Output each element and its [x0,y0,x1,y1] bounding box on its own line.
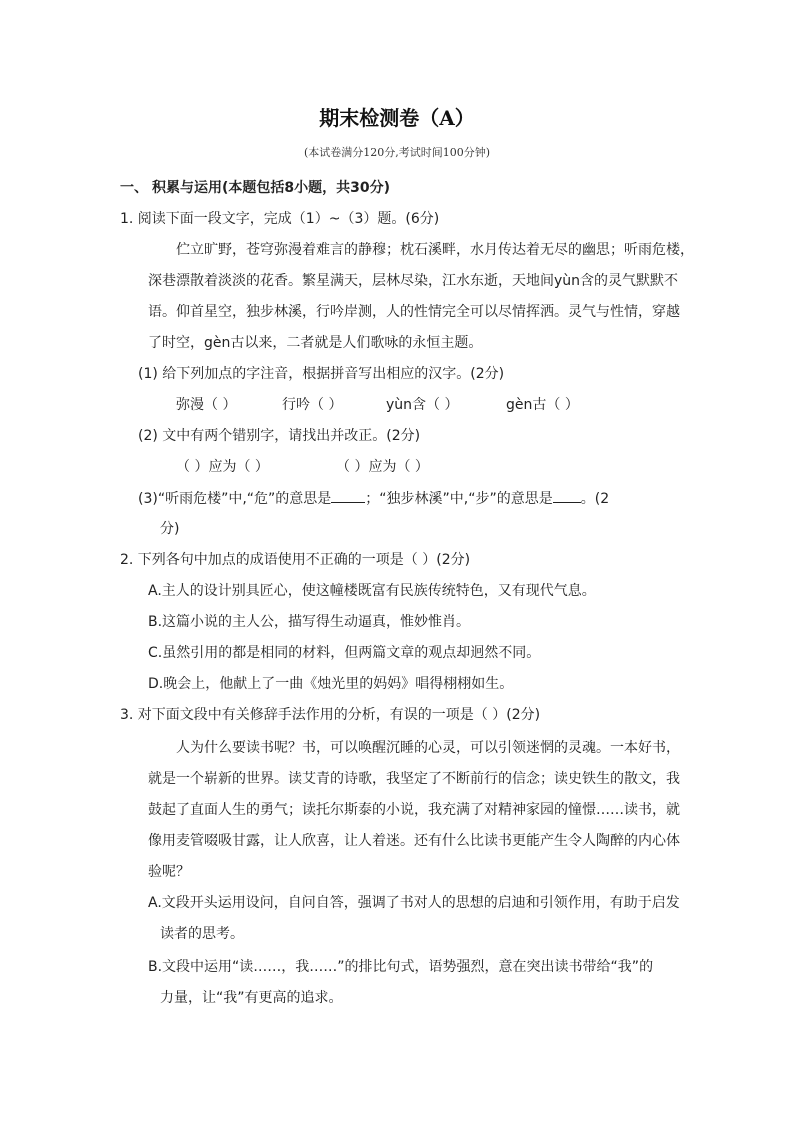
q1-sub1-item: gèn古（ ） [506,397,579,413]
section-heading: 积累与运用(本题包括8小题，共30分) [152,180,391,196]
q1-passage-line: 了时空，gèn古以来，二者就是人们歌咏的永恒主题。 [148,335,483,351]
q1-sub2-prompt: (2) 文中有两个错别字，请找出并改正。(2分) [138,428,421,444]
q2-option-d: D.晚会上，他献上了一曲《烛光里的妈妈》唱得栩栩如生。 [148,676,514,692]
q1-sub1-item: yùn含（ ） [386,397,459,413]
q3-passage-line: 像用麦管啜吸甘露，让人欣喜，让人着迷。还有什么比读书更能产生令人陶醉的内心体 [148,833,680,849]
question-3-stem: 3. 对下面文段中有关修辞手法作用的分析，有误的一项是（ ）(2分) [120,707,541,723]
q3-passage-line: 就是一个崭新的世界。读艾青的诗歌，我坚定了不断前行的信念；读史铁生的散文，我 [148,771,680,787]
question-1-stem: 1. 阅读下面一段文字，完成（1）~（3）题。(6分) [120,211,440,227]
q3-passage-line: 人为什么要读书呢？书，可以唤醒沉睡的心灵，可以引领迷惘的灵魂。一本好书， [176,740,680,756]
q1-sub3-text: 。(2 [580,491,610,507]
exam-note: (本试卷满分120分,考试时间100分钟) [303,146,491,159]
q2-option-a: A.主人的设计别具匠心，使这幢楼既富有民族传统特色，又有现代气息。 [148,583,596,599]
answer-blank[interactable] [553,488,581,503]
q1-sub1-item: 行吟（ ） [282,397,343,413]
q3-option-a: A.文段开头运用设问，自问自答，强调了书对人的思想的启迪和引领作用，有助于启发 [148,895,680,911]
section-number: 一、 [120,180,148,196]
q1-sub3-text: ；“独步林溪”中,“步”的意思是 [365,491,553,507]
question-2-stem: 2. 下列各句中加点的成语使用不正确的一项是（ ）(2分) [120,552,471,568]
q1-sub3-text: (3)“听雨危楼”中,“危”的意思是 [138,491,332,507]
q1-sub2-item: （ ）应为（ ） [336,459,429,475]
q1-sub2-item: （ ）应为（ ） [176,459,269,475]
q1-sub3-continuation: 分) [160,521,180,537]
q3-option-a-cont: 读者的思考。 [160,926,244,942]
q3-passage-line: 鼓起了直面人生的勇气；读托尔斯泰的小说，我充满了对精神家园的憧憬……读书，就 [148,802,680,818]
q2-option-b: B.这篇小说的主人公，描写得生动逼真，惟妙惟肖。 [148,614,471,630]
q1-passage-line: 语。仰首星空，独步林溪，行吟岸测，人的性情完全可以尽情挥洒。灵气与性情，穿越 [148,304,680,320]
q2-option-c: C.虽然引用的都是相同的材料，但两篇文章的观点却迥然不同。 [148,645,541,661]
q1-sub1-prompt: (1) 给下列加点的字注音，根据拼音写出相应的汉字。(2分) [138,366,505,382]
answer-blank[interactable] [331,488,365,503]
q3-passage-line: 验呢？ [148,864,190,880]
q3-option-b: B.文段中运用“读……，我……”的排比句式，语势强烈，意在突出读书带给“我”的 [148,959,654,975]
q1-sub1-item: 弥漫（ ） [176,397,237,413]
q1-passage-line: 伫立旷野，苍穹弥漫着难言的静穆；枕石溪畔，水月传达着无尽的幽思；听雨危楼， [176,242,694,258]
q3-option-b-cont: 力量，让“我”有更高的追求。 [160,990,343,1006]
q1-sub3-prompt [138,488,609,509]
exam-title: 期末检测卷（A） [319,106,475,130]
q1-passage-line: 深巷漂散着淡淡的花香。繁星满天，层林尽染，江水东逝，天地间yùn含的灵气默默不 [148,273,679,289]
